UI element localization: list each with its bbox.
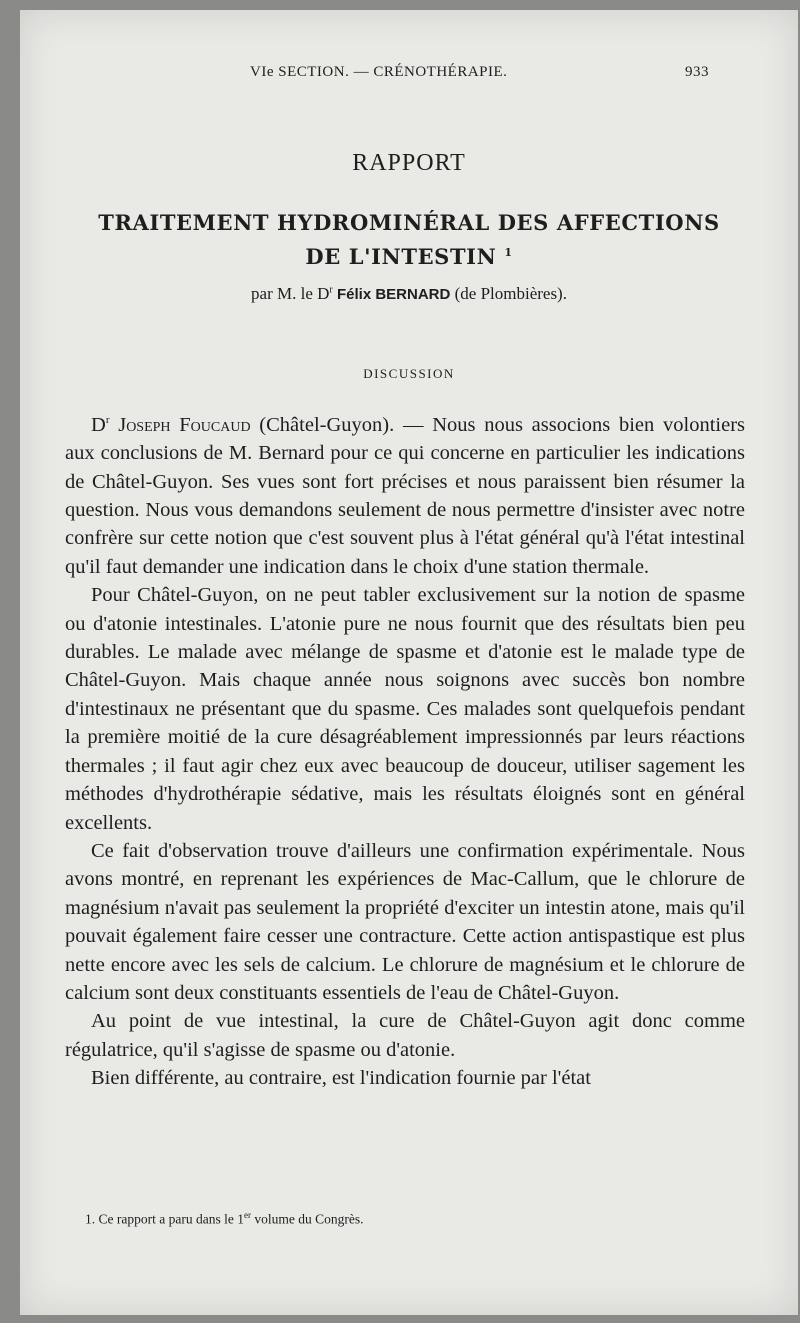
author-name: Félix BERNARD (337, 286, 451, 303)
author-byline: par M. le $D^r$ Félix BERNARD (de Plombières). (251, 284, 567, 303)
paragraph: Au point de vue intestinal, la cure de Châtel-Guyon agit donc comme régulatrice, qu'il s'agisse de spasme ou d'atonie. (65, 1010, 745, 1061)
paragraph: $D^r$ Joseph Foucaud (Châtel-Guyon). — Nous nous associons bien volontiers aux conclusions de M. Bernard pour ce qui concerne en particulier les indications de Châtel-Guyon. Ses vues sont fort précises et nous paraissent bien résumer la question. Nous vous demandons seulement de nous permettre d'insister avec notre confrère sur cette notion que c'est souvent plus à l'état général qu'à l'état intestinal qu'il faut demander une indication dans le choix d'une station thermale. (65, 413, 745, 578)
page-number: 933 (685, 64, 709, 80)
paragraph: Pour Châtel-Guyon, on ne peut tabler exclusivement sur la notion de spasme ou d'atonie intestinales. L'atonie pure ne nous fournit que des résultats bien peu durables. Le malade avec mélange de spasme et d'atonie est le malade type de Châtel-Guyon. Mais chaque année nous soignons avec succès bon nombre d'intestinaux ne présentant que du spasme. Ces malades sont quelquefois pendant la première moitié de la cure désagréablement impressionnés par leurs réactions thermales ; il faut agir chez eux avec beaucoup de douceur, utiliser sagement les méthodes d'hydrothérapie sédative, mais les résultats éloignés sont en général excellents. (65, 584, 745, 834)
section-title: VIe SECTION. — CRÉNOTHÉRAPIE. (250, 64, 508, 80)
paragraph: Ce fait d'observation trouve d'ailleurs une confirmation expérimentale. Nous avons montré, en reprenant les expériences de Mac-Callum, que le chlorure de magnésium n'avait pas seulement la propriété d'exciter un intestin atone, mais qu'il pouvait également faire cesser une contracture. Cette action antispastique est plus nette encore avec les sels de calcium. Le chlorure de magnésium et le chlorure de calcium sont deux constituants essentiels de l'eau de Châtel-Guyon. (65, 839, 745, 1004)
footnote: 1. Ce rapport a paru dans le 1er volume du Congrès. (85, 1210, 364, 1227)
running-header (20, 60, 798, 84)
report-title: RAPPORT (352, 150, 466, 176)
paragraph: Bien différente, au contraire, est l'indication fournie par l'état (91, 1067, 591, 1090)
footnote-marker: 1 (504, 246, 513, 259)
discussion-heading: DISCUSSION (363, 366, 455, 381)
speaker-name: Joseph Foucaud (118, 413, 251, 436)
document-page (20, 10, 798, 1315)
report-subtitle (50, 208, 768, 272)
subtitle-line-2: DE L'INTESTIN $^1$ (305, 244, 513, 269)
body-text (65, 406, 745, 1093)
subtitle-line-1: TRAITEMENT HYDROMINÉRAL DES AFFECTIONS (98, 210, 720, 235)
